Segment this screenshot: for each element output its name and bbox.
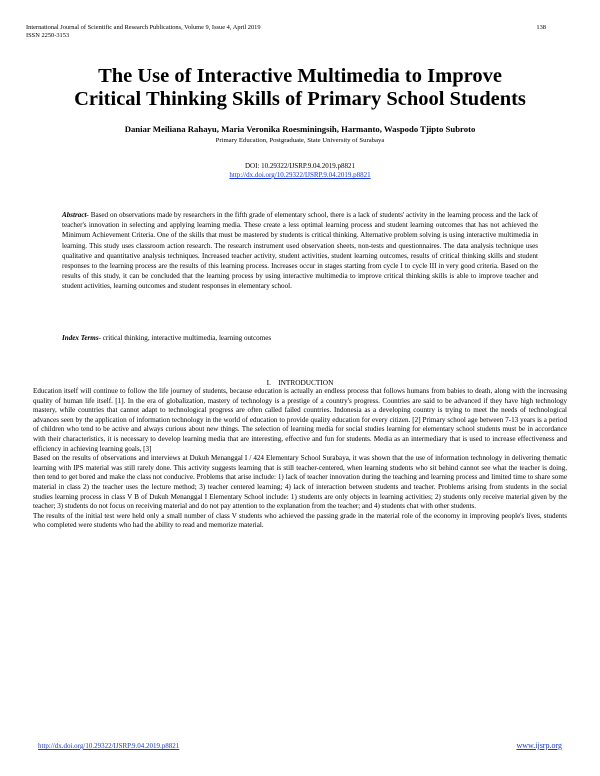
issn: ISSN 2250-3153 <box>26 32 70 39</box>
index-terms-text: - critical thinking, interactive multimedia, learning outcomes <box>98 334 272 342</box>
paper-title <box>0 65 600 111</box>
title-line-2: Critical Thinking Skills of Primary School Students <box>74 88 526 110</box>
title-line-1: The Use of Interactive Multimedia to Improve <box>98 65 502 87</box>
doi-block <box>0 162 600 180</box>
affiliation: Primary Education, Postgraduate, State University of Surabaya <box>215 137 385 144</box>
page-number: 138 <box>536 24 546 31</box>
section-body <box>33 387 567 531</box>
paragraph: Based on the results of observations and interviews at Dukuh Menanggal I / 424 Elementary School Surabaya, it was shown that the use of information technology in delivering thematic learning with IPS material was still rarely done. This activity suggests learning that is still teacher-centered, when learning students who sit behind cannot see what the teacher is doing, then tend to get bored and make the class not conducive. Problems that arise include: 1) lack of teacher innovation during the teaching and learning process and limited time to share some material in class 2) the teacher uses the lecture method; 3) teacher centered learning; 4) lack of interaction between students and teacher. Problems arising from students in the social studies learning process in class V B of Dukuh Menanggal I Elementary School include: 1) students are only objects in learning activities; 2) students only receive material given by the teacher; 3) students do not focus on receiving material and do not pay attention to the explanation from the teacher; and 4) students chat with other students. <box>33 454 567 511</box>
section-heading: I. INTRODUCTION <box>266 378 334 387</box>
abstract <box>62 210 538 292</box>
journal-name: International Journal of Scientific and Research Publications, Volume 9, Issue 4, April 2019 <box>26 24 261 31</box>
doi-link[interactable]: http://dx.doi.org/10.29322/IJSRP.9.04.2019.p8821 <box>229 171 371 179</box>
index-terms <box>62 334 538 342</box>
abstract-text: Based on observations made by researchers in the fifth grade of elementary school, there is a lack of students' activity in the learning process and the lack of teacher's innovation in selecting and applying learning media. These create a less optimal learning process and student learning outcomes that has not achieved the Minimum Achievement Criteria. One of the skills that must be mastered by students is critical thinking. Alternative problem solving is using interactive multimedia in learning. This study uses classroom action research. The research instrument used observation sheets, non-tests and questionnaires. The data analysis technique uses qualitative and quantitative analysis techniques. Increased teacher activity, student activities, student learning outcomes, results of critical thinking skills and student responses to the learning process are the results of this learning process. Increases occur in stages starting from cycle I to cycle III in very good criteria. Based on the results of this study, it can be concluded that the learning process by using interactive multimedia to improve critical thinking skills is able to improve teacher and student activities, learning outcomes and student responses in elementary school. <box>62 211 538 291</box>
page-footer <box>38 742 562 750</box>
paragraph: The results of the initial test were held only a small number of class V students who achieved the passing grade in the material role of the economy in improving people's lives, students who completed were students who had the ability to read and memorize material. <box>33 511 567 530</box>
index-terms-label: Index Terms <box>62 334 99 342</box>
abstract-label: Abstract- <box>62 211 89 219</box>
running-header <box>26 24 574 40</box>
authors: Daniar Meiliana Rahayu, Maria Veronika Roesminingsih, Harmanto, Waspodo Tjipto Subroto <box>124 124 476 134</box>
footer-doi-link[interactable]: http://dx.doi.org/10.29322/IJSRP.9.04.2019.p8821 <box>38 742 180 750</box>
doi-text: DOI: 10.29322/IJSRP.9.04.2019.p8821 <box>244 162 356 170</box>
paragraph: Education itself will continue to follow the life journey of students, because education is actually an endless process that follows humans from babies to death, along with the increasing quality of human life itself. [1]. In the era of globalization, mastery of technology is a prestige of a country's progress. Countries are said to be advanced if they have high technology mastery, while countries that cannot adapt to technological progress are often called failed countries. Indonesia as a developing country is trying to meet the needs of technological advances seen by the application of information technology in the world of education to provide quality education for every citizen. [2] Primary school age between 7-13 years is a period of children who tend to be active and always curious about new things. The selection of learning media for social studies learning for elementary school students must be in accordance with their characteristics, it is necessary to develop learning media that are interesting, effective and fun for students. Media as an intermediary that is used to increase effectiveness and efficiency in achieving learning goals, [3] <box>33 387 567 453</box>
journal-site-link[interactable]: www.ijsrp.org <box>516 741 562 750</box>
